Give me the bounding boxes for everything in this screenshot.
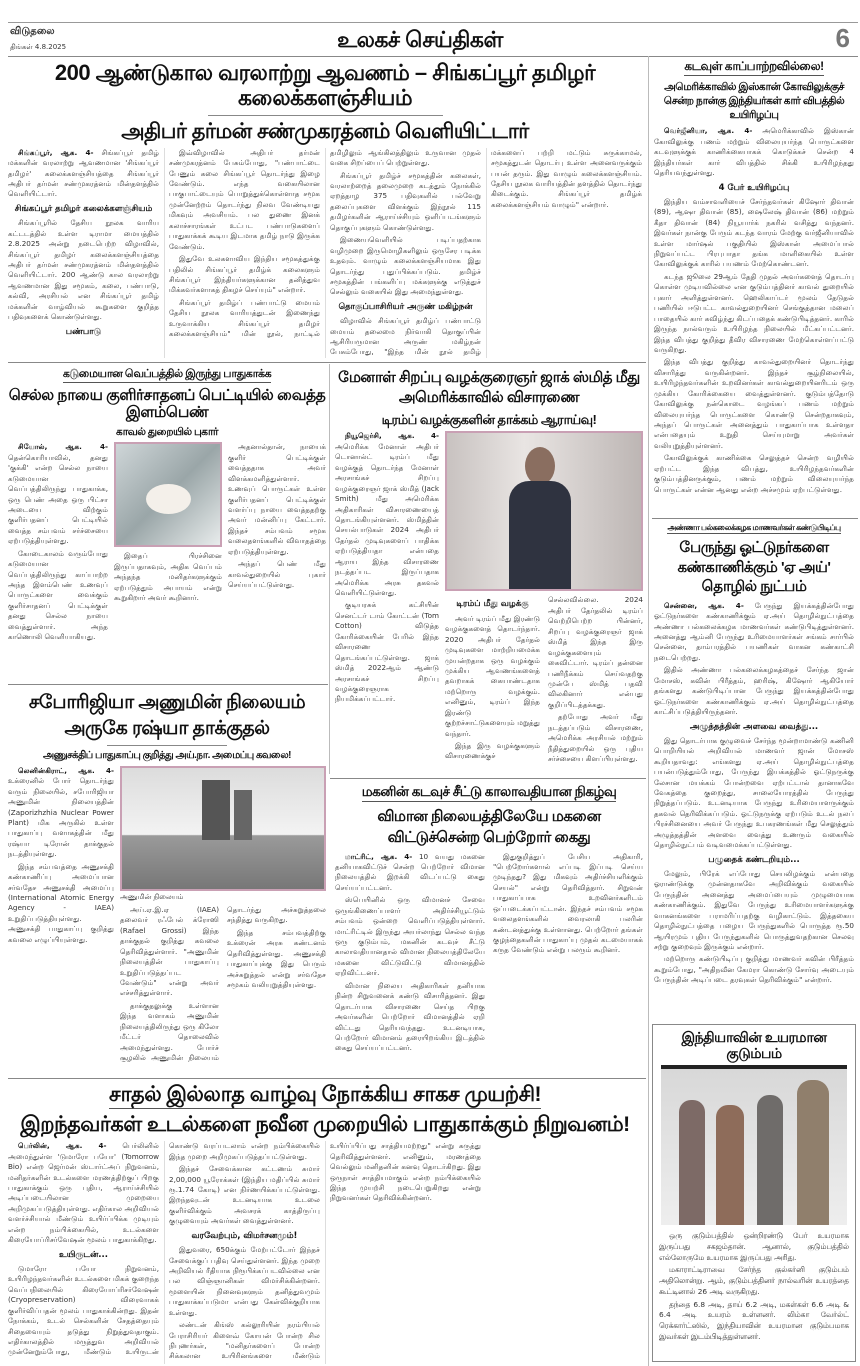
paragraph-text: இந்த சம்பவத்தை அணுசக்தி கண்காணிப்பு அமைப்பான சர்வதேச அணுசக்தி அமைப்பு (International Atomic Energy Agency - IAEA) உறுதிப்படுத்தியுள்ளது. அணுசக்தி பாதுகாப்பு குறித்து கவலை எழுப்பியுள்ளது. [8, 861, 114, 944]
divider [652, 518, 858, 519]
story-singapore [8, 60, 642, 358]
paragraph [8, 1141, 159, 1245]
divider [330, 778, 646, 779]
story-tallest-family [652, 1024, 856, 1362]
subhead: அதிபர் தர்மன் சண்முகரத்னம் வெளியிட்டார் [121, 119, 529, 143]
article-body [654, 601, 854, 1015]
paragraph-text: இதுவே உலகளாவிய இந்திய சமூகத்துக்கு பதிலில் சிங்கப்பூர் தமிழ்க் கலைகளும் சிங்கப்பூர் இந்தியர்களுக்கான தனித்துவ மிக்கவர்களாகத் திகழச் செய்யும்" என்றார். [169, 254, 320, 295]
dog-in-fridge-photo [114, 442, 222, 547]
paragraph-text: உக்ரைனில் போர் தொடர்ந்து வரும் நிலையில், சபோரிஜியா அணுமின் நிலையத்தின் (Zaporizhzhia Nuclear Power Plant) மிக அருகில் உள்ள பாதுகாப்பு வளாகத்தின் மீது ரஷ்யா டிரோன் தாக்குதல் நடத்தியுள்ளது. [8, 776, 114, 859]
paragraph-text: சிங்கப்பூர் தமிழ் மக்களின் வரலாற்று ஆவணமான 'சிங்கப்பூர் தமிழர்' கலைக்களஞ்சியத்தை சிங்கப்பூர் அதிபர் தர்மன் சண்முகரத்னம் மின்தளத்தில் வெளியிட்டார். [8, 147, 159, 199]
paragraph [114, 551, 222, 603]
kicker: கடவுள் காப்பாற்றவில்லை! [684, 60, 823, 76]
article-body [120, 905, 326, 1072]
paragraph-text: இவ்விழாவில் அதிபர் தர்மன் சண்முகரத்னம் பேசும்போது, "பண்பாட்டை பேணும் கலை சிங்கப்பூர் தொடர்ந்து இழை வேண்டும். எந்த வகையிலான பாகுபாட்டையும் பொறுத்துக்கொள்ளாத சமூக முன்னேற்றம் தொடர்ந்து நிலவ வேண்டியது மிகவும் அவசியம். பல துணை இனக் கலாச்சாரங்கள் உட்பட பண்பாடுகளைப் பாதுகாக்கக் கூடிய இடமாக தமிழ் நாடு இருக்க வேண்டும். [169, 147, 320, 251]
issue-date: திங்கள் 4.8.2025 [10, 43, 67, 51]
paragraph [169, 254, 320, 296]
paragraph [654, 357, 854, 451]
paragraph [659, 1231, 849, 1263]
paragraph [8, 549, 108, 643]
headline: இறந்தவர்கள் உடல்களை நவீன முறையில் பாதுகாக்கும் நிறுவனம்! [20, 1113, 630, 1137]
subhead: டிரம்ப் வழக்குகளின் தாக்கம் ஆராய்வு! [381, 411, 597, 427]
paragraph-text: 10 வயது மகனை தனியாகவிட்டுச் சென்ற பெற்றோர் விமான நிலையத்தில் இறக்கி விடப்பட்டு கைது செய்யப்பட்டனர். [335, 851, 485, 892]
article-body [8, 1141, 642, 1364]
article-body [114, 551, 222, 680]
page-number: 6 [835, 23, 850, 53]
paragraph [8, 218, 159, 322]
paragraph-text: தற்போது அவர் மீது நடத்தப்படும் விசாரணை, அமெரிக்க அரசியல் மற்றும் நீதித்துறையில் ஒரு புதிய சர்ச்சையை கிளப்பியுள்ளது. [548, 712, 643, 763]
paragraph [659, 1265, 849, 1297]
story-dog-fridge [8, 368, 326, 680]
paragraph-text: இந்திய வம்சாவளியைச் சேர்ந்தவர்கள் கிஷோர் திவான் (89), ஆஷா திவான் (85), ஷைலேஷ் திவான் (86) மற்றும் கீதா திவான் (84) நியூயார்க் நகரில் வசித்து வந்தனர். இவர்கள் நான்கு பேரும் கடந்த வாரம் மேற்கு வர்ஜீனியாவில் உள்ள மார்ஷல் பகுதியில் இஸ்கான் அமைப்பால் நிறுவப்பட்ட பிரபுபாதா தங்க மாளிகையில் உள்ள கோவிலுக்குக் காரில் பயணம் மேற்கொண்டனர். [654, 196, 854, 269]
story-airport-parents [335, 784, 643, 1072]
paragraph [654, 126, 854, 178]
article-content [659, 1231, 849, 1357]
paragraph [169, 1164, 320, 1227]
paragraph-text: இந்த இரு வழக்குகளும் விசாரணைக்குச் செல்லவில்லை. 2024 அதிபர் தேர்தலில் டிரம்ப் வெற்றிபெற்ற பின்னர், சிறப்பு வழக்குரைஞர் ஜாக் ஸ்மித் இந்த இரு வழக்குகளையும் கைவிட்டார். டிரம்ப் தன்னை பணிநீக்கம் செய்வதற்கு முன்பே ஸ்மித் பதவி விலகினார் என்பது குறிப்பிடத்தக்கது. [445, 595, 643, 761]
dateline: சிங்கப்பூர், ஆக. 4- [18, 147, 94, 157]
paragraph-text: டுமாரோ பயோ நிறுவனம், உயிரிழந்தவர்களின் உடல்களை மிகக் குறைந்த வெப்பநிலையில் கிரையோப்ரிசர்வேஷன் (Cryopreservation) விரைவாகக் குளிர்விப்பதன் மூலம் பாதுகாக்கின்றது. இதன் நோக்கம், உடல் செல்களின் சேதத்தையும் சிதைவையும் தடுத்து நிறுத்துவதாகும். எதிர்காலத்தில் மருத்துவ அறிவியல் முன்னேறும்போது, மீண்டும் உயிருடன் கொண்டு வரப்படலாம் என்ற நம்பிக்கையில் இந்த முறை அறிமுகப்படுத்தப்பட்டுள்ளது. [8, 1141, 320, 1357]
paragraph [335, 600, 439, 704]
paragraph [335, 895, 485, 979]
headline: விமான நிலையத்திலேயே மகனை விட்டுச்சென்ற பெற்றோர் கைது [377, 807, 601, 846]
section-subheading: உயிருடன்... [58, 1249, 108, 1260]
headline: மேனாள் சிறப்பு வழக்குரைஞர் ஜாக் ஸ்மித் மீது அமெரிக்காவில் விசாரணை [338, 369, 640, 407]
story-zaporizhzhia [8, 690, 326, 1072]
section-title: உலகச் செய்திகள் [337, 27, 503, 52]
paragraph [330, 235, 481, 298]
paragraph [169, 148, 320, 252]
paragraph [654, 453, 854, 495]
column-divider [648, 56, 649, 1366]
paragraph [228, 442, 326, 557]
paragraph-text: பேருந்து இயக்கத்தின்போது ஓட்டுநர்களை கண்காணிக்கும் ஏ.அய் தொழில்நுட்பத்தை அண்ணா பல்கலைக்கழக மாணவர்கள் கண்டுபிடித்துள்ளனர். அனைத்து ஆம்னி பேருந்து உரிமையாளர்கள் சங்கம் சார்பில் சென்னை, தாம்பரத்தில் பயணிகள் வாகன கண்காட்சி நடைபெற்றது. [654, 600, 854, 662]
dateline: வெர்ஜீனியா, ஆக. 4- [664, 126, 753, 136]
paragraph [654, 272, 854, 356]
paragraph [8, 148, 159, 200]
article-body [8, 766, 114, 1072]
section-subheading: டிரம்ப் மீது வழக்கு [456, 599, 529, 610]
paragraph [335, 431, 439, 598]
paragraph-text: அமெரிக்காவில் இஸ்கான் கோவிலுக்கு பணம் மற்றும் விலையுயர்ந்த பொருட்களை கடவுளுக்குக் காணிக்கையாகக் கொடுக்கச் சென்ற 4 இந்தியர்கள் கார் விபத்தில் சிக்கி உயிரிழந்தது தெரியவந்துள்ளது. [654, 126, 854, 178]
dateline: சென்னை, ஆக. 4- [664, 600, 744, 610]
dateline: மாட்ரிட், ஆக. 4- [345, 851, 413, 861]
paragraph-text: மேலும், பிரேக் எப்போது செயலிழக்கும் என்பதை ஓராண்டுக்கு முன்னதாகவே அறிவிக்கும் வகையில் பேருந்தின் அனைத்து அமைப்பையும் முழுமையாக கண்காணிக்கும். இதுவே பேருந்து உரிமையாளர்களுக்கு வாகனங்களை பராமரிப்பதற்கு வழிகாட்டும். இத்தகைய தொழில்நுட்பத்தை பழைய பேருந்துகளில் பொருத்த ரூ.50 ஆயிரமும் புதிய பேருந்துகளில் பொருத்துவதற்கான செலவு சற்று குறைவும் இருக்கும் என்றார். [654, 868, 854, 951]
paragraph-text: லண்டன் கிங்ஸ் கல்லூரியின் நரம்பியல் பேராசிரியர் கிளைவ் கோயன் போன்ற சில நிபுணர்கள், "மனிதர்களைப் போன்ற சிக்கலான உயிரினங்களை மீண்டும் உயிர்ப்பிப்பது சாத்தியமற்றது" என்று கருத்து தெரிவித்துள்ளனர். எனினும், மரணத்தை வெல்லும் மனிதனின் கனவு தொடர்கிறது. இது ஒருநாள் சாத்தியமாகும் என்ற நம்பிக்கையில் இந்த முயற்சி நடைபெறுகிறது என்று நிறுவனர்கள் தெரிவிக்கின்றனர். [169, 1141, 481, 1361]
paragraph-text: விமான நிலைய அதிகாரிகள் தனியாக நின்ற சிறுவனைக் கண்டு விசாரித்தனர். இது தொடர்பாக விசாரணை செய்த பிறகு அவர்களின் பெற்றோர் விமானத்தில் ஏறி விட்டது தெரியவந்தது. உடனடியாக, பெற்றோர் விமானம் தரையிறங்கிய இடத்தில் கைது செய்யப்பட்டனர். [335, 980, 485, 1053]
paragraph-text: இதில் அண்ணா பல்கலைக்கழகத்தைச் சேர்ந்த ஜான் மோசஸ், கவின் பிரீத்தம், ஹரிஷ், கிஷோர் ஆகியோர் தங்களது கண்டுபிடிப்பான பேருந்து இயக்கத்தின்போது ஓட்டுநர்களை கண்காணிக்கும் ஏ.அய் தொழில்நுட்பத்தை காட்சிப்படுத்தியிருந்தனர். [654, 665, 854, 717]
headline: அமெரிக்காவில் இஸ்கான் கோவிலுக்குச் சென்ற நான்கு இந்தியர்கள் கார் விபத்தில் உயிரிழப்பு [663, 80, 845, 122]
divider [8, 684, 328, 685]
paragraph [8, 862, 114, 946]
paragraph-text: இந்த விபத்து குறித்து காவல்துறையினர் தொடர்ந்து விசாரித்து வருகின்றனர். இந்தச் சூழ்நிலையில், உயிரிழந்தவர்களின் உறவினர்கள் காவல்துறையினரிடம் ஒரு முக்கிய கோரிக்கையை வைத்துள்ளனர். குடும்பத்தோடு கோவிலுக்கு நன்கொடை வழங்கப் பணம் மற்றும் விலையுயர்ந்த பொருட்களை கொண்டு சென்றதாகவும், அந்தப் பொருட்கள் அனைத்தும் பாதுகாப்பாக உள்ளதா என்பதையும் உறுதி செய்யுமாறு அவர்கள் வலியுறுத்தியுள்ளனர். [654, 357, 854, 450]
paragraph-text: இதுகுறித்துப் பேசிய அதிகாரி, "பெற்றோர்களால் எப்படி இப்படி செய்ய முடிந்தது? இது மிகவும் அதிர்ச்சியளிக்கும் செயல்" என்று தெரிவித்தார். சிறுவன் பாதுகாப்பாக உறவினர்களிடம் ஒப்படைக்கப்பட்டான். இந்தச் சம்பவம் சமூக வலைதளங்களில் வைரலாகி பலரின் கண்டனத்துக்கு உள்ளானது. பெற்றோர் தங்கள் குழந்தைகளின் பாதுகாப்பு முதல் கடமையாகக் கருத வேண்டும் என்று பலரும் கூறினர். [493, 851, 643, 955]
nuclear-plant-photo [120, 766, 326, 891]
paragraph-text: கோவிலுக்குக் காணிக்கை செலுத்தச் சென்ற வழியில் ஏற்பட்ட இந்த விபத்து, உயிரிழந்தவர்களின் குடும்பத்தினருக்கும், பணம் மற்றும் விலையுயர்ந்த பொருட்கள் என்ன ஆனது என்ற அச்சமும் ஏற்பட்டுள்ளது. [654, 453, 854, 494]
kicker: கடுமையான வெப்பத்தில் இருந்து பாதுகாக்க [63, 368, 271, 383]
section-subheading: பண்பாடு [65, 326, 102, 337]
paragraph [335, 852, 485, 894]
paragraph-text: அமெரிக்க மேனாள் அதிபர் டொனால்ட் டிரம்ப் மீது வழக்குத் தொடர்ந்த மேனாள் அரசாங்கச் சிறப்பு வழக்குரைஞர் ஜாக் ஸ்மித் (Jack Smith) மீது அமெரிக்க அதிகாரிகள் விசாரணையைத் தொடங்கியுள்ளனர். ஸ்மித்தின் செயல்பாடுகள் 2024 அதிபர் தேர்தல் முடிவுகளைப் பாதிக்க ஏற்படுத்தியதா என்பதை ஆராய இந்த விசாரணை நடத்தப்பட இருப்பதாக அமெரிக்க அரசு தகவல் வெளியிட்டுள்ளது. [335, 441, 439, 597]
paragraph-text: இதுவரை, 650க்கும் மேற்பட்டோர் இந்தச் சேவைக்குப் பதிவு செய்துள்ளனர். இந்த முறை அறிவியல் ரீதியாக நிரூபிக்கப்படவில்லை என பல விஞ்ஞானிகள் விமர்சிக்கின்றனர். மூளையின் நினைவுகளும் தனித்துவமும் பாதுகாக்கப்படுமா என்பது கேள்விக்குறியாக உள்ளது. [169, 1245, 320, 1317]
paragraph-text: இதைப் பிரச்சினை இருப்பதாகவும், அதிக வெப்பம் அந்தந்த மனிதர்களுக்கும் ஏற்படுத்தும் அபாயம் என்று கூறுகிறார் அவர் கூறினார். [114, 551, 222, 603]
kicker: மகனின் கடவுச் சீட்டு காலாவதியான நிகழ்வு [362, 784, 617, 802]
paragraph-text: அந்தப் பெண் மீது காவல்துறையில் புகார் செய்யப்பட்டுள்ளது. [228, 559, 326, 590]
article-body [8, 442, 108, 680]
article-content [8, 766, 326, 1072]
kicker: சாதல் இல்லாத வாழ்வு நோக்கிய சாகச முயற்சி! [109, 1083, 541, 1109]
paragraph [654, 197, 854, 270]
article-content [8, 442, 326, 680]
family-photo [661, 1065, 847, 1225]
paragraph-text: தாக்குதலுக்கு உள்ளான இந்த வளாகம் அணுமின் நிலையத்திலிருந்து ஒரு கிலோ மீட்டர் தொலைவில் அமைந்துள்ளது. போர்ச் சூழலில் அணுமின் நிலையம் தொடர்ந்து அச்சுறுத்தலை சந்தித்து வருகிறது. [120, 904, 326, 1062]
section-subheading: சிங்கப்பூர் தமிழர் கலைக்களஞ்சியம் [14, 203, 153, 214]
paragraph [228, 559, 326, 590]
article-content [654, 601, 854, 1015]
paragraph-text: சிங்கப்பூர் தமிழ்ப் பண்பாட்டு மையம் தேசிய நூலக வாரியத்துடன் இணைந்து உருவாக்கிய சிங்கப்பூர் தமிழர் கலைக்களஞ்சியம்" மின் நூல், நாட்டில் தமிழிலும் ஆங்கிலத்திலும் உருவான முதல் வகை சிறப்பைப் பெற்றுள்ளது. [169, 147, 481, 339]
paragraph-text: இது தொடர்பாக குழுவைச் சேர்ந்த மூன்றாமாண்டு கணினி பொறியியல் அறிவியல் மாணவர் ஜான் மோசஸ் கூறியதாவது: எங்களது ஏ.அய் தொழில்நுட்பத்தை பயன்படுத்தும்போது, பேருந்து இயக்கத்தில் ஓட்டுநருக்கு லேசான மயக்கம் போன்றவை ஏற்பட்டால் தானாகவே வேகத்தை குறைத்து, சாலையோரத்தில் பேருந்து நிறுத்தப்படும். உடனடியாக பேருந்து உரிமையாளருக்கும் தகவல் தெரிவிக்கப்படும். ஓட்டுநருக்கு ஏற்படும் உடல் நலப் பிரச்சினையை அவர் பேருந்து உபகரணங்கள் மீது செலுத்தும் அழுத்தத்தின் அளவை வைத்து உணரும் வகையில் தொழில்நுட்பம் வடிவமைக்கப்பட்டுள்ளது. [654, 735, 854, 850]
paragraph [654, 954, 854, 985]
paragraph [654, 665, 854, 717]
story-tomorrow-bio [8, 1083, 642, 1364]
section-subheading: பழுதைக் கண்டறியும்... [708, 854, 800, 865]
paragraph-text: இந்தச் சேவைக்கான கட்டணம் சுமார் 2,00,000 யூரோக்கள் (இந்திய மதிப்பில் சுமார் ரூ.1.74 கோடி) என நிர்ணயிக்கப்பட்டுள்ளது. இறந்தவுடன் உடனடியாக உடலை குளிர்விக்கும் அவசரக் காத்திருப்பு குழுவையும் அவர்கள் வைத்துள்ளனர். [169, 1164, 320, 1226]
paragraph-text: ஒரு குடும்பத்தில் ஒன்றிரண்டு பேர் உயரமாக இருப்பது சகஜம்தான். ஆனால், குடும்பத்தில் எல்லோருமே உயரமாக இருப்பது அரிது. [659, 1231, 849, 1262]
kicker: அண்ணா பல்கலைக்கழக மாணவர்கள் கண்டுபிடிப்பு [667, 523, 840, 534]
subhead: காவல் துறையில் புகார் [116, 426, 218, 439]
article-content [8, 1141, 642, 1364]
paragraph [330, 171, 481, 234]
divider [8, 362, 646, 363]
paragraph-text: சிங்கப்பூர் தமிழ்ச் சமூகத்தின் கலைகள், வரலாற்றைத் தலைமுறை கடத்தும் நோக்கில் ஏறத்தாழ 375 பதிவுகளில் பல்வேறு தலைப்புகளை விளக்கும் இந்நூல் 115 தமிழர்களின் ஆராய்ச்சியும் ஒளிப்படங்களும் தொகுப்புகளும் கொண்டுள்ளது. [330, 170, 481, 232]
article-body [659, 1231, 849, 1357]
paragraph [120, 905, 219, 999]
paper-name: விடுதலை [10, 26, 55, 37]
paragraph [8, 442, 108, 546]
divider [8, 1078, 646, 1079]
paragraph-text: குடியரசுக் கட்சியின் செனட்டர் டாம் கோட்டன் (Tom Cotton) விடுத்த கோரிக்கையின் பேரில் இந்த விசாரணை தொடங்கப்பட்டுள்ளது. ஜாக் ஸ்மித் 2022ஆம் ஆண்டு அரசாங்கச் சிறப்பு வழக்குரைஞராக நியமிக்கப்பட்டார். [335, 600, 439, 704]
paragraph [654, 736, 854, 851]
paragraph-text: கடந்த ஜூலை 29ஆம் தேதி முதல் அவர்களைத் தொடர்பு கொள்ள முடியவில்லை என குடும்பத்தினர் காவல் துறையில் புகார் அளித்துள்ளனர். ஹெலிகாப்டர் மூலம் தேடுதல் பணியில் ஈடுபட்ட காவல்துறையினர் செங்குத்தான மலைப் பாதையில் கார் கவிழ்ந்து கிடப்பதைக் கண்டுபிடித்தனர். காரில் இருந்த நால்வரும் உயிரிழந்த நிலையில் மீட்கப்பட்டனர். இந்த விபத்து குறித்து தீவிர விசாரணை மேற்கொள்ளப்பட்டு வருகிறது. [654, 271, 854, 354]
paragraph-text: பெர்லினில் அமைந்துள்ள 'டுமாரோ பயோ' (Tomorrow Bio) என்ற ஜெர்மன் ஸ்டார்ட்அப் நிறுவனம், மனிதர்களின் உடல்களை மரணத்திற்குப் பிறகு பாதுகாக்கும் ஒரு புதிய, ஆராய்ச்சியில் அடிப்படையிலான முறையை அறிமுகப்படுத்தியுள்ளது. எதிர்கால அறிவியல் வளர்ச்சியால் மீண்டும் உயிர்ப்பிக்க முடியும் என்ற நம்பிக்கையில், உடல்களை கிரையோப்ரிசர்வேஷன் மூலம் பாதுகாக்கிறது. [8, 1141, 159, 1245]
section-subheading: வரவேற்பும், விமர்சனமும்! [191, 1230, 298, 1241]
subhead: அணுசக்திப் பாதுகாப்பு குறித்து அய்.நா. அமைப்பு கவலை! [42, 750, 292, 762]
section-subheading: அழுத்தத்தின் அளவை வைத்து... [689, 721, 819, 732]
paragraph-text: தந்தை 6.8 அடி, தாய் 6.2 அடி, மகள்கள் 6.6 அடி & 6.4 அடி உயரம் உள்ளனர். லிம்கா வேர்ல்ட் ரெக்கார்ட்ஸில், இந்தியாவின் உயரமான குடும்பமாக இவர்கள் இடம்பிடித்துள்ளனர். [659, 1299, 849, 1341]
paragraph-text: மற்றொரு கண்டுபிடிப்பு குறித்து மாணவர் கவின் பிரீத்தம் கூறும்போது, "அதிநவீன கேமரா கொண்டு சோர்வு அடையும் பேருந்தின் அடிப்படை தரவுகள் தெரிவிக்கும்" என்றார். [654, 954, 854, 985]
paragraph-text: இந்த சம்பவத்திற்கு உக்ரைன் அரசு கண்டனம் தெரிவித்துள்ளது. அணுசக்தி பாதுகாப்புக்கு இது பெரும் அச்சுறுத்தல் என்று சர்வதேச சமூகம் வலியுறுத்தியுள்ளது. [227, 927, 326, 989]
paragraph [8, 766, 114, 860]
paragraph-text: அதனால்தான், நாயைக் குளிர் பெட்டிக்குள் வைத்ததாக அவர் விளக்கமளித்துள்ளார். உணவுப் பொருட்கள் உள்ள குளிர்பதனப் பெட்டிக்குள் வளர்ப்பு நாயை வைத்ததற்கு அவர் மன்னிப்பு கேட்டார். இந்தச் சம்பவம் சமூக வலைதளங்களில் விவாதத்தை ஏற்படுத்தியுள்ளது. [228, 442, 326, 556]
paragraph-text: ஸ்பெயினில் ஒரு விமானச் சேவை ஒருங்கிணைப்பாளர் அதிர்ச்சியூட்டும் சம்பவம் ஒன்றை வெளிப்படுத்தியுள்ளார். மாட்ரிட்டில் இருந்து அயர்லாந்து செல்ல வந்த ஒரு குடும்பம், மகனின் கடவுச் சீட்டு காலாவதியானதால் விமான நிலையத்திலேயே மகனை விட்டுவிட்டு விமானத்தில் ஏறிவிட்டனர். [335, 895, 485, 978]
header-rule [8, 56, 858, 57]
section-subheading: 4 பேர் உயிரிழப்பு [718, 182, 790, 193]
photo-caption: அணுமின் நிலையம் [120, 892, 184, 901]
story-georgia [654, 60, 854, 514]
article-content [335, 852, 643, 1072]
paragraph [654, 869, 854, 953]
section-subheading: தொகுப்பாசிரியர் அருண் மகிழ்நன் [338, 301, 473, 312]
top-rule [8, 22, 858, 23]
article-body [445, 595, 643, 772]
divider [208, 115, 443, 116]
headline: இந்தியாவின் உயரமான குடும்பம் [681, 1029, 827, 1062]
paragraph-text: அவர் டிரம்ப் மீது இரண்டு வழக்குகளைத் தொடர்ந்தார். 2020 அதிபர் தேர்தல் முடிவுகளை மாற்றியமைக்க முயன்றதாக ஒரு வழக்கும் முக்கிய ஆவணங்களைத் தவறாகக் கையாண்டதாக மற்றொரு வழக்கும். எனினும், டிரம்ப் இந்த இரண்டு குற்றச்சாட்டுகளையும் மறுத்து வந்தார். [445, 613, 540, 738]
divider [107, 745, 227, 746]
article-content [654, 126, 854, 514]
paragraph [227, 928, 326, 991]
story-anna-university [654, 523, 854, 1015]
dateline: லெனின்கிராட், ஆக. 4- [18, 765, 114, 775]
jack-smith-photo [445, 431, 643, 591]
article-content [335, 431, 643, 772]
paragraph [659, 1300, 849, 1343]
paragraph [654, 601, 854, 664]
paragraph-text: அய்.ஏ.இ.ஏ (IAEA) தலைவர் ரஃபேல் க்ரோஸி (Rafael Grossi) இந்த தாக்குதல் குறித்து கவலை தெரிவித்துள்ளார். "அணுமின் நிலையத்தின் பாதுகாப்பு உறுதிப்படுத்தப்பட வேண்டும்" என்று அவர் எச்சரித்துள்ளார். [120, 904, 219, 998]
paragraph-text: கோடைகாலம் வரும்போது கடுமையான வெப்பத்திலிருந்து காப்பாற்ற அந்த இளம்பெண் உணவுப் பொருட்களை வைக்கும் குளிர்சாதனப் பெட்டிக்குள் தனது செல்ல நாயை வைத்துள்ளார். அந்த காணொலி வெளியாகியது. [8, 548, 108, 642]
headline: 200 ஆண்டுகால வரலாற்று ஆவணம் – சிங்கப்பூர் தமிழர் கலைக்களஞ்சியம் [54, 60, 596, 111]
dateline: நியூஜெர்சி, ஆக. 4- [345, 431, 439, 441]
dateline: சியோல், ஆக. 4- [18, 442, 108, 452]
headline: பேருந்து ஓட்டுநர்களை கண்காணிக்கும் 'ஏ அய்' தொழில் நுட்பம் [677, 539, 831, 596]
article-content [8, 148, 642, 358]
article-body [8, 148, 642, 358]
article-body [335, 852, 643, 1072]
paragraph-text: மகாராட்டிராவை சேர்ந்த குல்கர்னி குடும்பம் அதிலொன்று. ஆம், குடும்பத்தினர் நால்வரின் உயரத்தை கூட்டினால் 26 அடி வருகிறது. [659, 1265, 849, 1296]
paragraph [445, 614, 540, 739]
paragraph [335, 981, 485, 1054]
story-jack-smith [335, 368, 643, 772]
article-body [654, 126, 854, 514]
paragraph-text: இணையவெளியில் படிப்பதற்காக வழிமுறை இருமொழிகளிலும் ஒருசேர படிக்க உதவும். வாழும் கலைக்களஞ்சியமாக இது தொடர்ந்து புதுப்பிக்கப்படும். தமிழ்ச் சமூகத்தின் பங்களிப்பு மக்களுக்கு எடுத்துச் செல்லும் வகையில் இது அமைந்துள்ளது. [330, 235, 481, 297]
headline: சபோரிஜியா அணுமின் நிலையம் அருகே ரஷ்யா தாக்குதல் [28, 692, 306, 739]
dateline: பெர்லின், ஆக. 4- [18, 1141, 107, 1151]
paragraph-text: விழாவில் சிங்கப்பூர் தமிழ்ப் பண்பாட்டு மையம் தலைமை நிர்வாகி தொகுப்பின் ஆசிரியருமான அருண் மகிழ்நன் பேசும்போது, "இந்த மின் நூல் தமிழ் மக்களைப் பற்றி மட்டும் சுருக்காமல், சமூகத்துடன் தொடர்பு உள்ள அனைவருக்கும் பயன் தரும். இது வாழும் கலைக்களஞ்சியம். தேசிய நூலக வாரியத்தின் தளத்தில் தொடர்ந்து கிடைக்கும். சிங்கப்பூர் தமிழ்க் கலைக்களஞ்சியம் வாழும்" என்றார். [330, 147, 642, 357]
paragraph-text: தென்கொரியாவில், தனது 'குக்கி' என்ற செல்ல நாயை கடுமையான வெப்பத்திலிருந்து பாதுகாக்க, ஒரு பெண் அதை ஒரு பிட்சா அடையை விற்கும் குளிர்பதனப் பெட்டியில் வைத்த சம்பவம் சர்ச்சையை ஏற்படுத்தியுள்ளது. [8, 452, 108, 546]
article-body [228, 442, 326, 680]
article-body [335, 431, 439, 772]
headline: செல்ல நாயை குளிர்சாதனப் பெட்டியில் வைத்த இளம்பெண் [8, 386, 326, 422]
paragraph [169, 1245, 320, 1318]
divider [329, 364, 330, 774]
paragraph-text: சிங்கப்பூரில் தேசிய நூலக வாரிய கட்டடத்தில் உள்ள டிராமா மையத்தில் 2.8.2025 அன்று நடைபெற்ற விழாவில், சிங்கப்பூர் தமிழர் கலைக்களஞ்சியத்தை அதிபர் தர்மன் சண்முகரத்னம் மின்தளத்தில் வெளியிட்டார். 200 ஆண்டு கால வரலாற்று ஆவணமான இது சமூகம், கலை, பண்பாடு, கல்வி, அரசியல் என சிங்கப்பூர் தமிழ் மக்களின் வாழ்வியல் கூறுகளை குறித்த பதிவுகளைக் கொண்டுள்ளது. [8, 218, 159, 322]
paragraph [548, 712, 643, 764]
paragraph [493, 852, 643, 956]
